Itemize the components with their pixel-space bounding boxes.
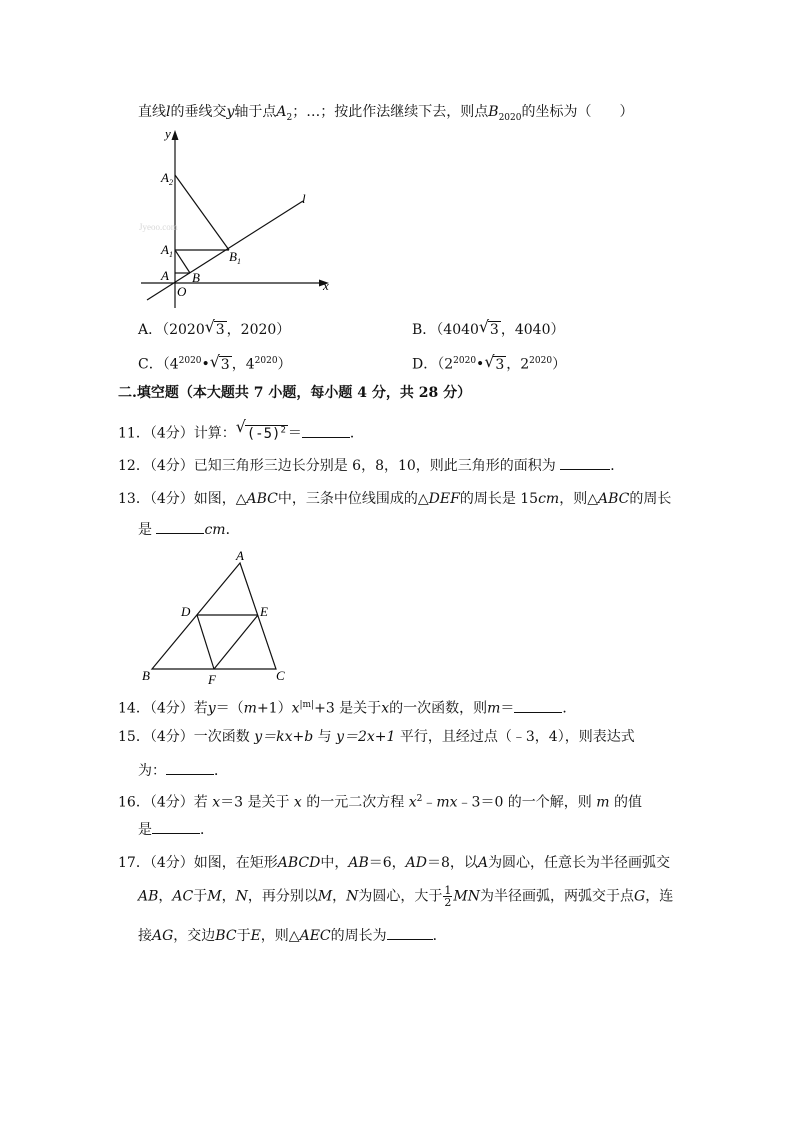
q14: 14．（4分）若$y=(m+1)x^{|m|}+3$ 是关于x的一次函数，则m＝ ．	[118, 695, 576, 719]
q15-line2: 为： ．	[138, 760, 228, 781]
fig-B-label: B	[192, 270, 200, 285]
q15-line1: 15．（4分）一次函数 y＝kx+b 与 y＝2x+1 平行，且经过点（﹣3，4），则表达式	[118, 729, 635, 745]
fig-l-label: l	[302, 191, 306, 206]
q16-line2: 是 ．	[138, 819, 214, 840]
q11: 11．（4分）计算： √ $(-5)^2$ ＝ ．	[118, 417, 364, 442]
fig-O-label: O	[177, 284, 187, 299]
q10-option-d: D．（$2^{2020}•$ √ 3 ，$2^{2020}$）	[412, 351, 567, 373]
fig-x-label: x	[323, 278, 329, 293]
q13-line2: 是 cm．	[138, 519, 240, 540]
fig-B1-label: $B_1$	[229, 249, 241, 266]
q17-line1: 17．（4分）如图，在矩形ABCD中，AB＝6，AD＝8，以A为圆心，任意长为半径画弧交	[118, 855, 671, 871]
q10-option-a: A．（2020 √ 3 ，2020）	[138, 317, 291, 338]
fig13-B: B	[142, 668, 150, 683]
q13-figure	[138, 548, 298, 688]
fig13-C: C	[276, 668, 285, 683]
fig13-E: E	[260, 604, 268, 619]
q17-line3: 接AG，交边BC于E，则△AEC的周长为 ．	[138, 925, 447, 946]
q10-text: 直线l的垂线交y轴于点$A_2$；…；按此作法继续下去，则点$B_{2020}$的坐标为（ ）	[138, 104, 634, 123]
fig-A1-label: $A_1$	[161, 242, 173, 259]
q13-line1: 13．（4分）如图，△ABC中，三条中位线围成的△DEF的周长是 15cm，则△ABC的周长	[118, 491, 672, 507]
fig13-F: F	[208, 672, 216, 687]
q17-line2: AB，AC于M，N，再分别以M，N为圆心，大于 $\frac{1}{2}$ MN为半径画弧，两弧交于点G，连	[138, 884, 674, 909]
fraction-one-half: $\frac{1}{2}$	[444, 884, 452, 909]
fig-A-label: A	[161, 268, 169, 283]
q10-option-c: C．（$4^{2020}•$ √ 3 ，$4^{2020}$）	[138, 351, 292, 373]
q12: 12．（4分）已知三角形三边长分别是 6，8，10，则此三角形的面积为 ．	[118, 455, 624, 476]
watermark: Jyeoo.com	[139, 222, 178, 232]
q16-line1: 16．（4分）若 x＝3 是关于 x 的一元二次方程 $x^2﹣mx﹣3=0$ 的一个解，则 m 的值	[118, 794, 642, 811]
fig13-D: D	[181, 604, 191, 619]
fig-A2-label: $A_2$	[161, 170, 173, 187]
section-2-title: 二.填空题（本大题共 7 小题，每小题 4 分，共 28 分）	[118, 385, 472, 401]
q10-option-b: B．（4040 √ 3 ，4040）	[412, 317, 565, 338]
fig13-A: A	[236, 548, 244, 563]
q10-figure	[135, 128, 340, 310]
fig-y-label: y	[165, 128, 171, 141]
